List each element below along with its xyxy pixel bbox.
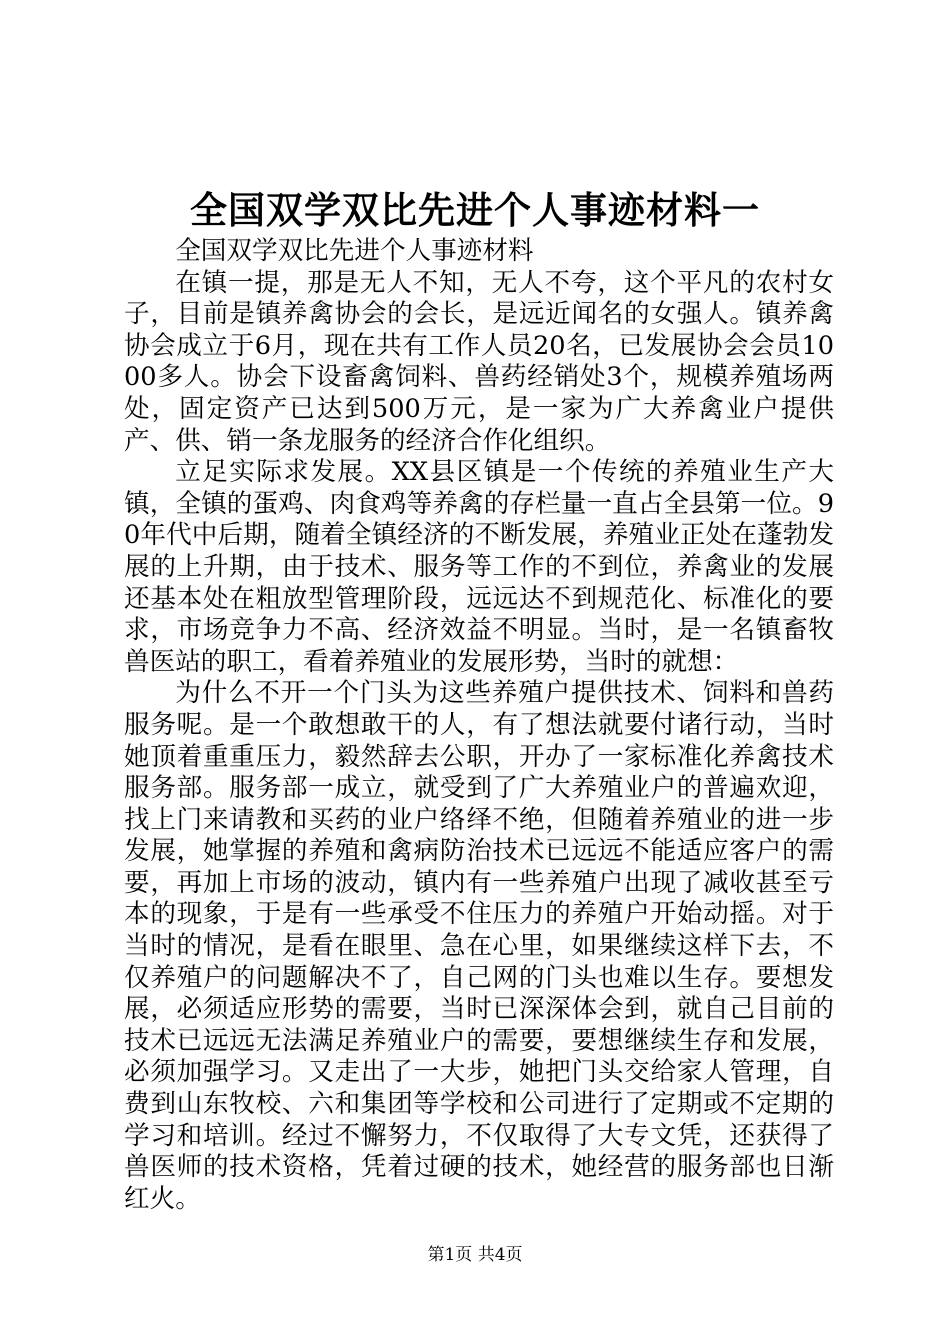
document-title: 全国双学双比先进个人事迹材料一 (190, 188, 760, 232)
paragraph-development: 立足实际求发展。XX县区镇是一个传统的养殖业生产大镇，全镇的蛋鸡、肉食鸡等养禽的存栏量一直占全县第一位。90年代中后期，随着全镇经济的不断发展，养殖业正处在蓬勃发展的上升期，由于技术、服务等工作的不到位，养禽业的发展还基本处在粗放型管理阶段，远远达不到规范化、标准化的要求，市场竞争力不高、经济效益不明显。当时，是一名镇畜牧兽医站的职工，看着养殖业的发展形势，当时的就想： (124, 457, 834, 677)
page-footer: 第1页 共4页 (427, 1245, 523, 1265)
document-body (124, 236, 834, 1215)
paragraph-service: 为什么不开一个门头为这些养殖户提供技术、饲料和兽药服务呢。是一个敢想敢干的人，有了想法就要付诸行动，当时她顶着重重压力，毅然辞去公职，开办了一家标准化养禽技术服务部。服务部一成立，就受到了广大养殖业户的普遍欢迎，找上门来请教和买药的业户络绎不绝，但随着养殖业的进一步发展，她掌握的养殖和禽病防治技术已远远不能适应客户的需要，再加上市场的波动，镇内有一些养殖户出现了减收甚至亏本的现象，于是有一些承受不住压力的养殖户开始动摇。对于当时的情况，是看在眼里、急在心里，如果继续这样下去，不仅养殖户的问题解决不了，自己网的门头也难以生存。要想发展，必须适应形势的需要，当时已深深体会到，就自己目前的技术已远远无法满足养殖业户的需要，要想继续生存和发展，必须加强学习。又走出了一大步，她把门头交给家人管理，自费到山东牧校、六和集团等学校和公司进行了定期或不定期的学习和培训。经过不懈努力，不仅取得了大专文凭，还获得了兽医师的技术资格，凭着过硬的技术，她经营的服务部也日渐红火。 (124, 678, 834, 1214)
paragraph-intro: 在镇一提，那是无人不知，无人不夸，这个平凡的农村女子，目前是镇养禽协会的会长，是远近闻名的女强人。镇养禽协会成立于6月，现在共有工作人员20名，已发展协会会员1000多人。协会下设畜禽饲料、兽药经销处3个，规模养殖场两处，固定资产已达到500万元，是一家为广大养禽业户提供产、供、销一条龙服务的经济合作化组织。 (124, 267, 834, 456)
paragraph-subtitle: 全国双学双比先进个人事迹材料 (175, 236, 534, 266)
